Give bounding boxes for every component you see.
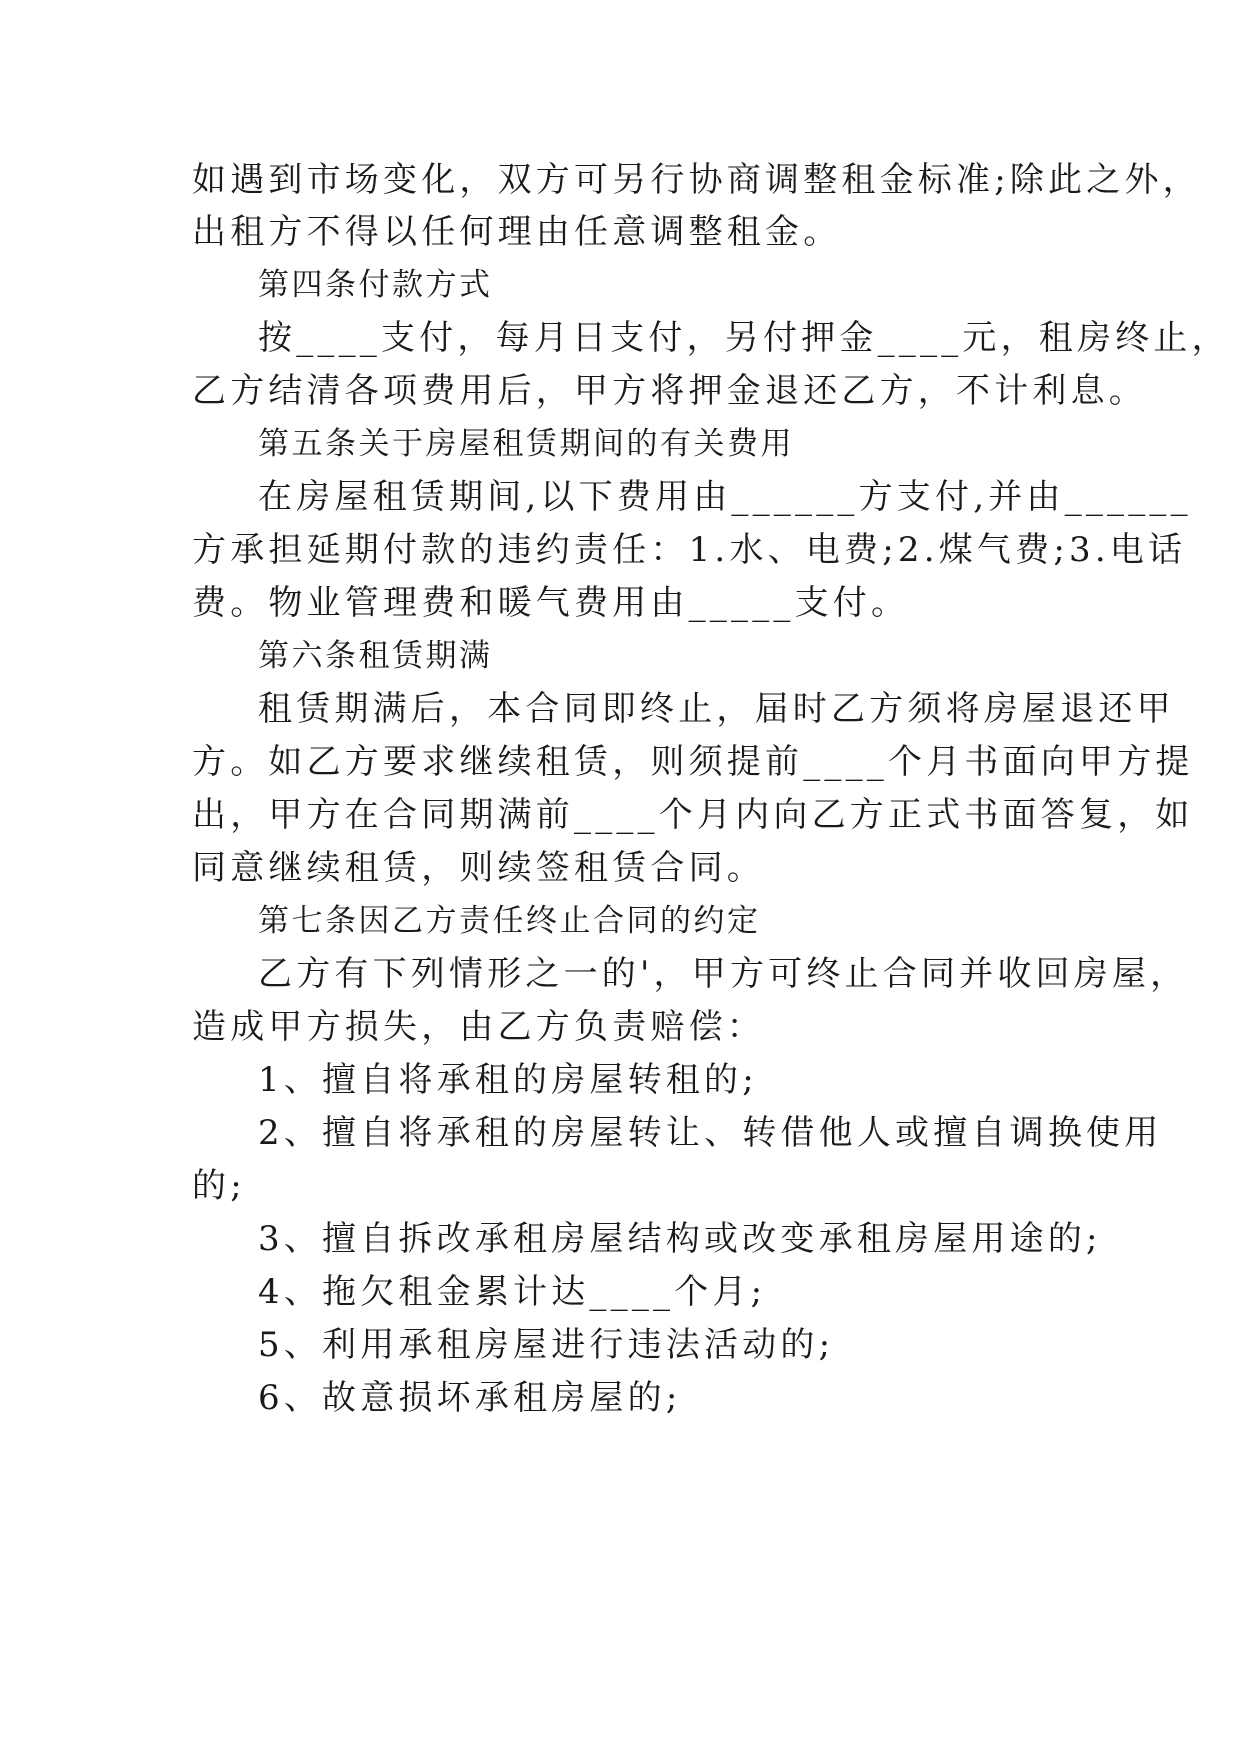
paragraph-line: 按____支付，每月日支付，另付押金____元，租房终止，: [258, 318, 1230, 358]
paragraph-line: 方承担延期付款的违约责任：1.水、电费;2.煤气费;3.电话: [192, 530, 1187, 570]
section-heading: 第五条关于房屋租赁期间的有关费用: [258, 426, 794, 462]
paragraph-line: 费。物业管理费和暖气费用由_____支付。: [192, 583, 910, 623]
paragraph-line: 乙方有下列情形之一的'，甲方可终止合同并收回房屋，: [258, 954, 1189, 994]
section-heading: 第四条付款方式: [258, 267, 493, 303]
paragraph-line: 租赁期满后，本合同即终止，届时乙方须将房屋退还甲: [258, 689, 1175, 729]
paragraph-line: 如遇到市场变化，双方可另行协商调整租金标准;除此之外，: [192, 160, 1201, 200]
paragraph-line: 方。如乙方要求继续租赁，则须提前____个月书面向甲方提: [192, 742, 1194, 782]
section-heading: 第七条因乙方责任终止合同的约定: [258, 903, 761, 939]
list-item: 1、擅自将承租的房屋转租的;: [258, 1060, 758, 1100]
paragraph-line: 乙方结清各项费用后，甲方将押金退还乙方，不计利息。: [192, 371, 1147, 411]
list-item-continuation: 的;: [192, 1166, 246, 1206]
paragraph-line: 同意继续租赁，则续签租赁合同。: [192, 848, 765, 888]
paragraph-line: 出，甲方在合同期满前____个月内向乙方正式书面答复，如: [192, 795, 1194, 835]
list-item: 4、拖欠租金累计达____个月;: [258, 1272, 767, 1312]
list-item: 3、擅自拆改承租房屋结构或改变承租房屋用途的;: [258, 1219, 1102, 1259]
section-heading: 第六条租赁期满: [258, 638, 493, 674]
list-item: 5、利用承租房屋进行违法活动的;: [258, 1325, 835, 1365]
list-item: 2、擅自将承租的房屋转让、转借他人或擅自调换使用: [258, 1113, 1163, 1153]
paragraph-line: 造成甲方损失，由乙方负责赔偿：: [192, 1007, 765, 1047]
paragraph-line: 在房屋租赁期间,以下费用由______方支付,并由______: [258, 477, 1192, 517]
paragraph-line: 出租方不得以任何理由任意调整租金。: [192, 212, 842, 252]
list-item: 6、故意损坏承租房屋的;: [258, 1378, 682, 1418]
